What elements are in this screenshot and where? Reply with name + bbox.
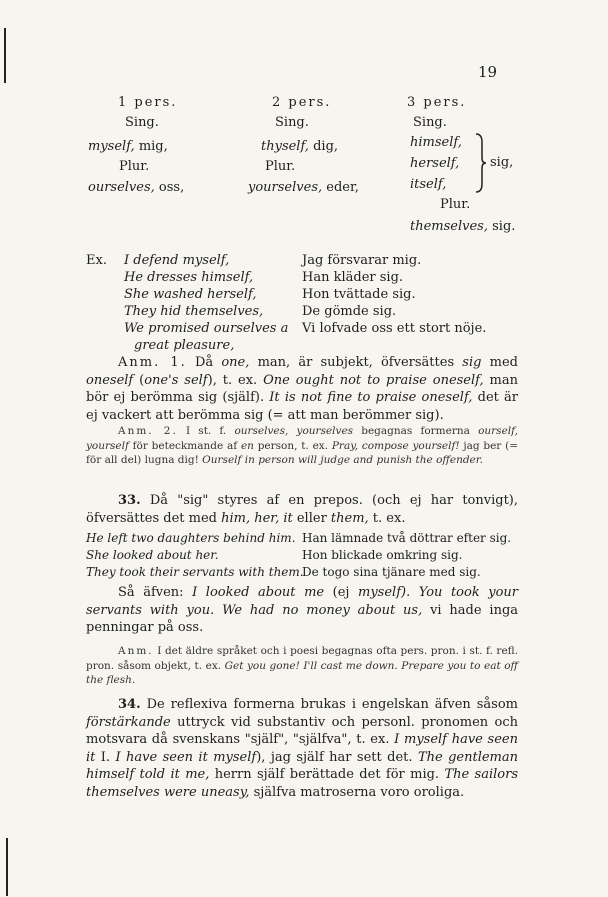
brace-icon [474,132,488,194]
col3-sing: Sing. [413,115,447,130]
note-anm-3: Anm. I det äldre språket och i poesi begagnas ofta pers. pron. i st. f. refl. pron. såsom objekt, t. ex. Get you gone! I'll cast me down. Prepare you to eat off the flesh. [86,645,518,687]
col1-sing: Sing. [125,115,159,130]
col2-header: 2 pers. [272,95,332,110]
example-en: We promised ourselves a [124,321,289,336]
example-sv: Hon tvättade sig. [302,287,416,302]
col2-sing: Sing. [275,115,309,130]
example-sv: Jag försvarar mig. [302,253,422,268]
sec33-row-en: She looked about her. [86,548,219,562]
example-en: I defend myself, [124,253,230,268]
col3-form-himself: himself, [410,135,462,150]
col3-form-itself: itself, [410,177,447,192]
page-number: 19 [478,63,498,81]
examples-label: Ex. [86,253,107,268]
note-anm-2: Anm. 2. I st. f. ourselves, yourselves begagnas formerna ourself, yourself för beteckmande af en person, t. ex. Pray, compose yourself! jag ber (= för all del) lugna dig! Ourself in person will judge and punish the offender. [86,425,518,467]
sec33-row-en: He left two daughters behind him. [86,531,296,545]
margin-rule-top [4,28,6,83]
sec33-row-sv: Hon blickade omkring sig. [302,548,463,562]
example-sv: Han kläder sig. [302,270,404,285]
margin-rule-bottom [6,838,8,896]
section-34: 34. De reflexiva formerna brukas i engelskan äfven såsom förstärkande uttryck vid substantiv och personl. pronomen och motsvara då svenskans "själf", "själfva", t. ex. I myself have seen it I. I have seen it myself), jag själf har sett det. The gentleman himself told it me, herrn själf berättade det för mig. The sailors themselves were uneasy, själfva matroserna voro oroliga. [86,697,518,800]
section-33: 33. Då "sig" styres af en prepos. (och ej har tonvigt), öfversättes det med him, her, it eller them, t. ex. [86,493,518,526]
col3-form-herself: herself, [410,156,460,171]
sec33-row-en: They took their servants with them. [86,565,304,579]
col3-header: 3 pers. [407,95,467,110]
col2-sing-form: thyself, dig, [261,139,339,154]
col2-plur-form: yourselves, eder, [248,180,359,195]
sec33-row-sv: De togo sina tjänare med sig. [302,565,481,579]
sec33-also: Så äfven: I looked about me (ej myself). You took your servants with you. We had no money about us, vi hade inga penningar på oss. [86,585,519,636]
col1-plur-form: ourselves, oss, [88,180,185,195]
example-en: She washed herself, [124,287,257,302]
example-sv: De gömde sig. [302,304,397,319]
col3-plur-form: themselves, sig. [410,219,516,234]
example-en: He dresses himself, [124,270,254,285]
col1-header: 1 pers. [118,95,178,110]
example-en: great pleasure, [134,338,235,353]
example-sv: Vi lofvade oss ett stort nöje. [302,321,487,336]
note-anm-1: Anm. 1. Då one, man, är subjekt, öfversättes sig med oneself (one's self), t. ex. One ought not to praise oneself, man bör ej berömma sig (själf). It is not fine to praise oneself, det är ej vackert att berömma sig (= att man berömmer sig). [86,355,519,423]
col2-plur: Plur. [265,159,296,174]
col3-plur: Plur. [440,197,471,212]
col1-plur: Plur. [119,159,150,174]
col3-sing-sv: sig, [490,155,514,170]
sec33-row-sv: Han lämnade två döttrar efter sig. [302,531,512,545]
col1-sing-form: myself, mig, [88,139,168,154]
example-en: They hid themselves, [124,304,264,319]
